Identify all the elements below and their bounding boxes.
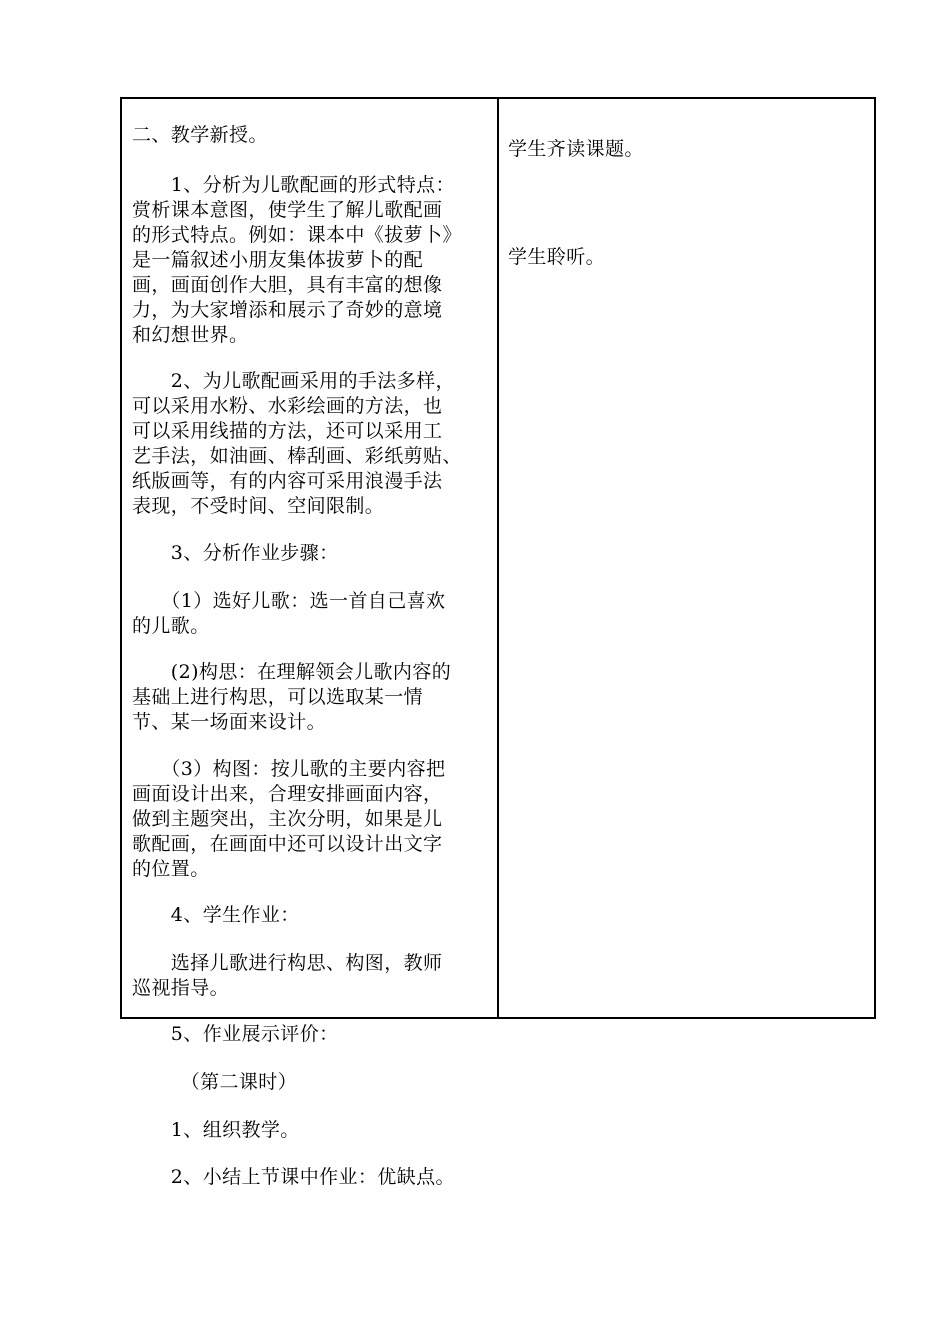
paragraph-point-3 (132, 541, 497, 566)
text-line: 画，画面创作大胆，具有丰富的想像 (132, 274, 443, 296)
text-line: 的儿歌。 (132, 615, 210, 637)
text-line: 1、组织教学。 (132, 1119, 300, 1141)
teacher-activity-column (122, 99, 499, 1188)
paragraph-point-1 (132, 173, 497, 348)
text-line: 可以采用水粉、水彩绘画的方法，也 (132, 395, 443, 417)
text-line: 可以采用线描的方法，还可以采用工 (132, 420, 443, 442)
lesson-plan-table (120, 97, 876, 1188)
student-listen-text (508, 245, 605, 270)
text-line: （3）构图：按儿歌的主要内容把 (132, 758, 446, 780)
text-line: 做到主题突出，主次分明，如果是儿 (132, 808, 443, 830)
text-line: 1、分析为儿歌配画的形式特点： (132, 174, 455, 196)
paragraph-point-4 (132, 903, 497, 928)
text-line: 的位置。 (132, 858, 210, 880)
text-line: 画面设计出来，合理安排画面内容， (132, 783, 443, 805)
text-line: 歌配画，在画面中还可以设计出文字 (132, 833, 443, 855)
text-line: 纸版画等，有的内容可采用浪漫手法 (132, 470, 443, 492)
text-line: (2)构思：在理解领会儿歌内容的 (132, 661, 452, 683)
section-title (132, 123, 497, 148)
text-line: 艺手法，如油画、棒刮画、彩纸剪贴、 (132, 445, 462, 467)
text-line: 学生齐读课题。 (508, 138, 644, 160)
text-line: 2、为儿歌配画采用的手法多样， (132, 370, 455, 392)
text-line: 基础上进行构思，可以选取某一情 (132, 686, 424, 708)
student-read-text (508, 137, 644, 162)
text-line: 巡视指导。 (132, 977, 230, 999)
paragraph-step-3 (132, 757, 497, 882)
paragraph-step-2 (132, 660, 497, 735)
paragraph-lesson-two-2 (132, 1165, 497, 1190)
paragraph-lesson-two-1 (132, 1118, 497, 1143)
text-line: 的形式特点。例如：课本中《拔萝卜》 (132, 224, 462, 246)
text-line: 3、分析作业步骤： (132, 542, 339, 564)
paragraph-step-1 (132, 589, 497, 639)
text-line: 5、作业展示评价： (132, 1023, 339, 1045)
text-line: 赏析课本意图，使学生了解儿歌配画 (132, 199, 443, 221)
text-line: 是一篇叙述小朋友集体拔萝卜的配 (132, 249, 424, 271)
text-line: 力，为大家增添和展示了奇妙的意境 (132, 299, 443, 321)
paragraph-point-5 (132, 1022, 497, 1047)
text-line: 节、某一场面来设计。 (132, 711, 327, 733)
student-activity-column (499, 99, 874, 1017)
text-line: 4、学生作业： (132, 904, 300, 926)
text-line: 2、小结上节课中作业：优缺点。 (132, 1166, 455, 1188)
text-line: （1）选好儿歌：选一首自己喜欢 (132, 590, 446, 612)
paragraph-point-2 (132, 369, 497, 519)
paragraph-lesson-two (132, 1070, 497, 1095)
text-line: （第二课时） (132, 1071, 298, 1093)
text-line: 学生聆听。 (508, 246, 606, 268)
text-line: 二、教学新授。 (132, 124, 268, 146)
paragraph-point-4-detail (132, 951, 497, 1001)
text-line: 选择儿歌进行构思、构图，教师 (132, 952, 443, 974)
text-line: 和幻想世界。 (132, 324, 249, 346)
text-line: 表现，不受时间、空间限制。 (132, 495, 385, 517)
